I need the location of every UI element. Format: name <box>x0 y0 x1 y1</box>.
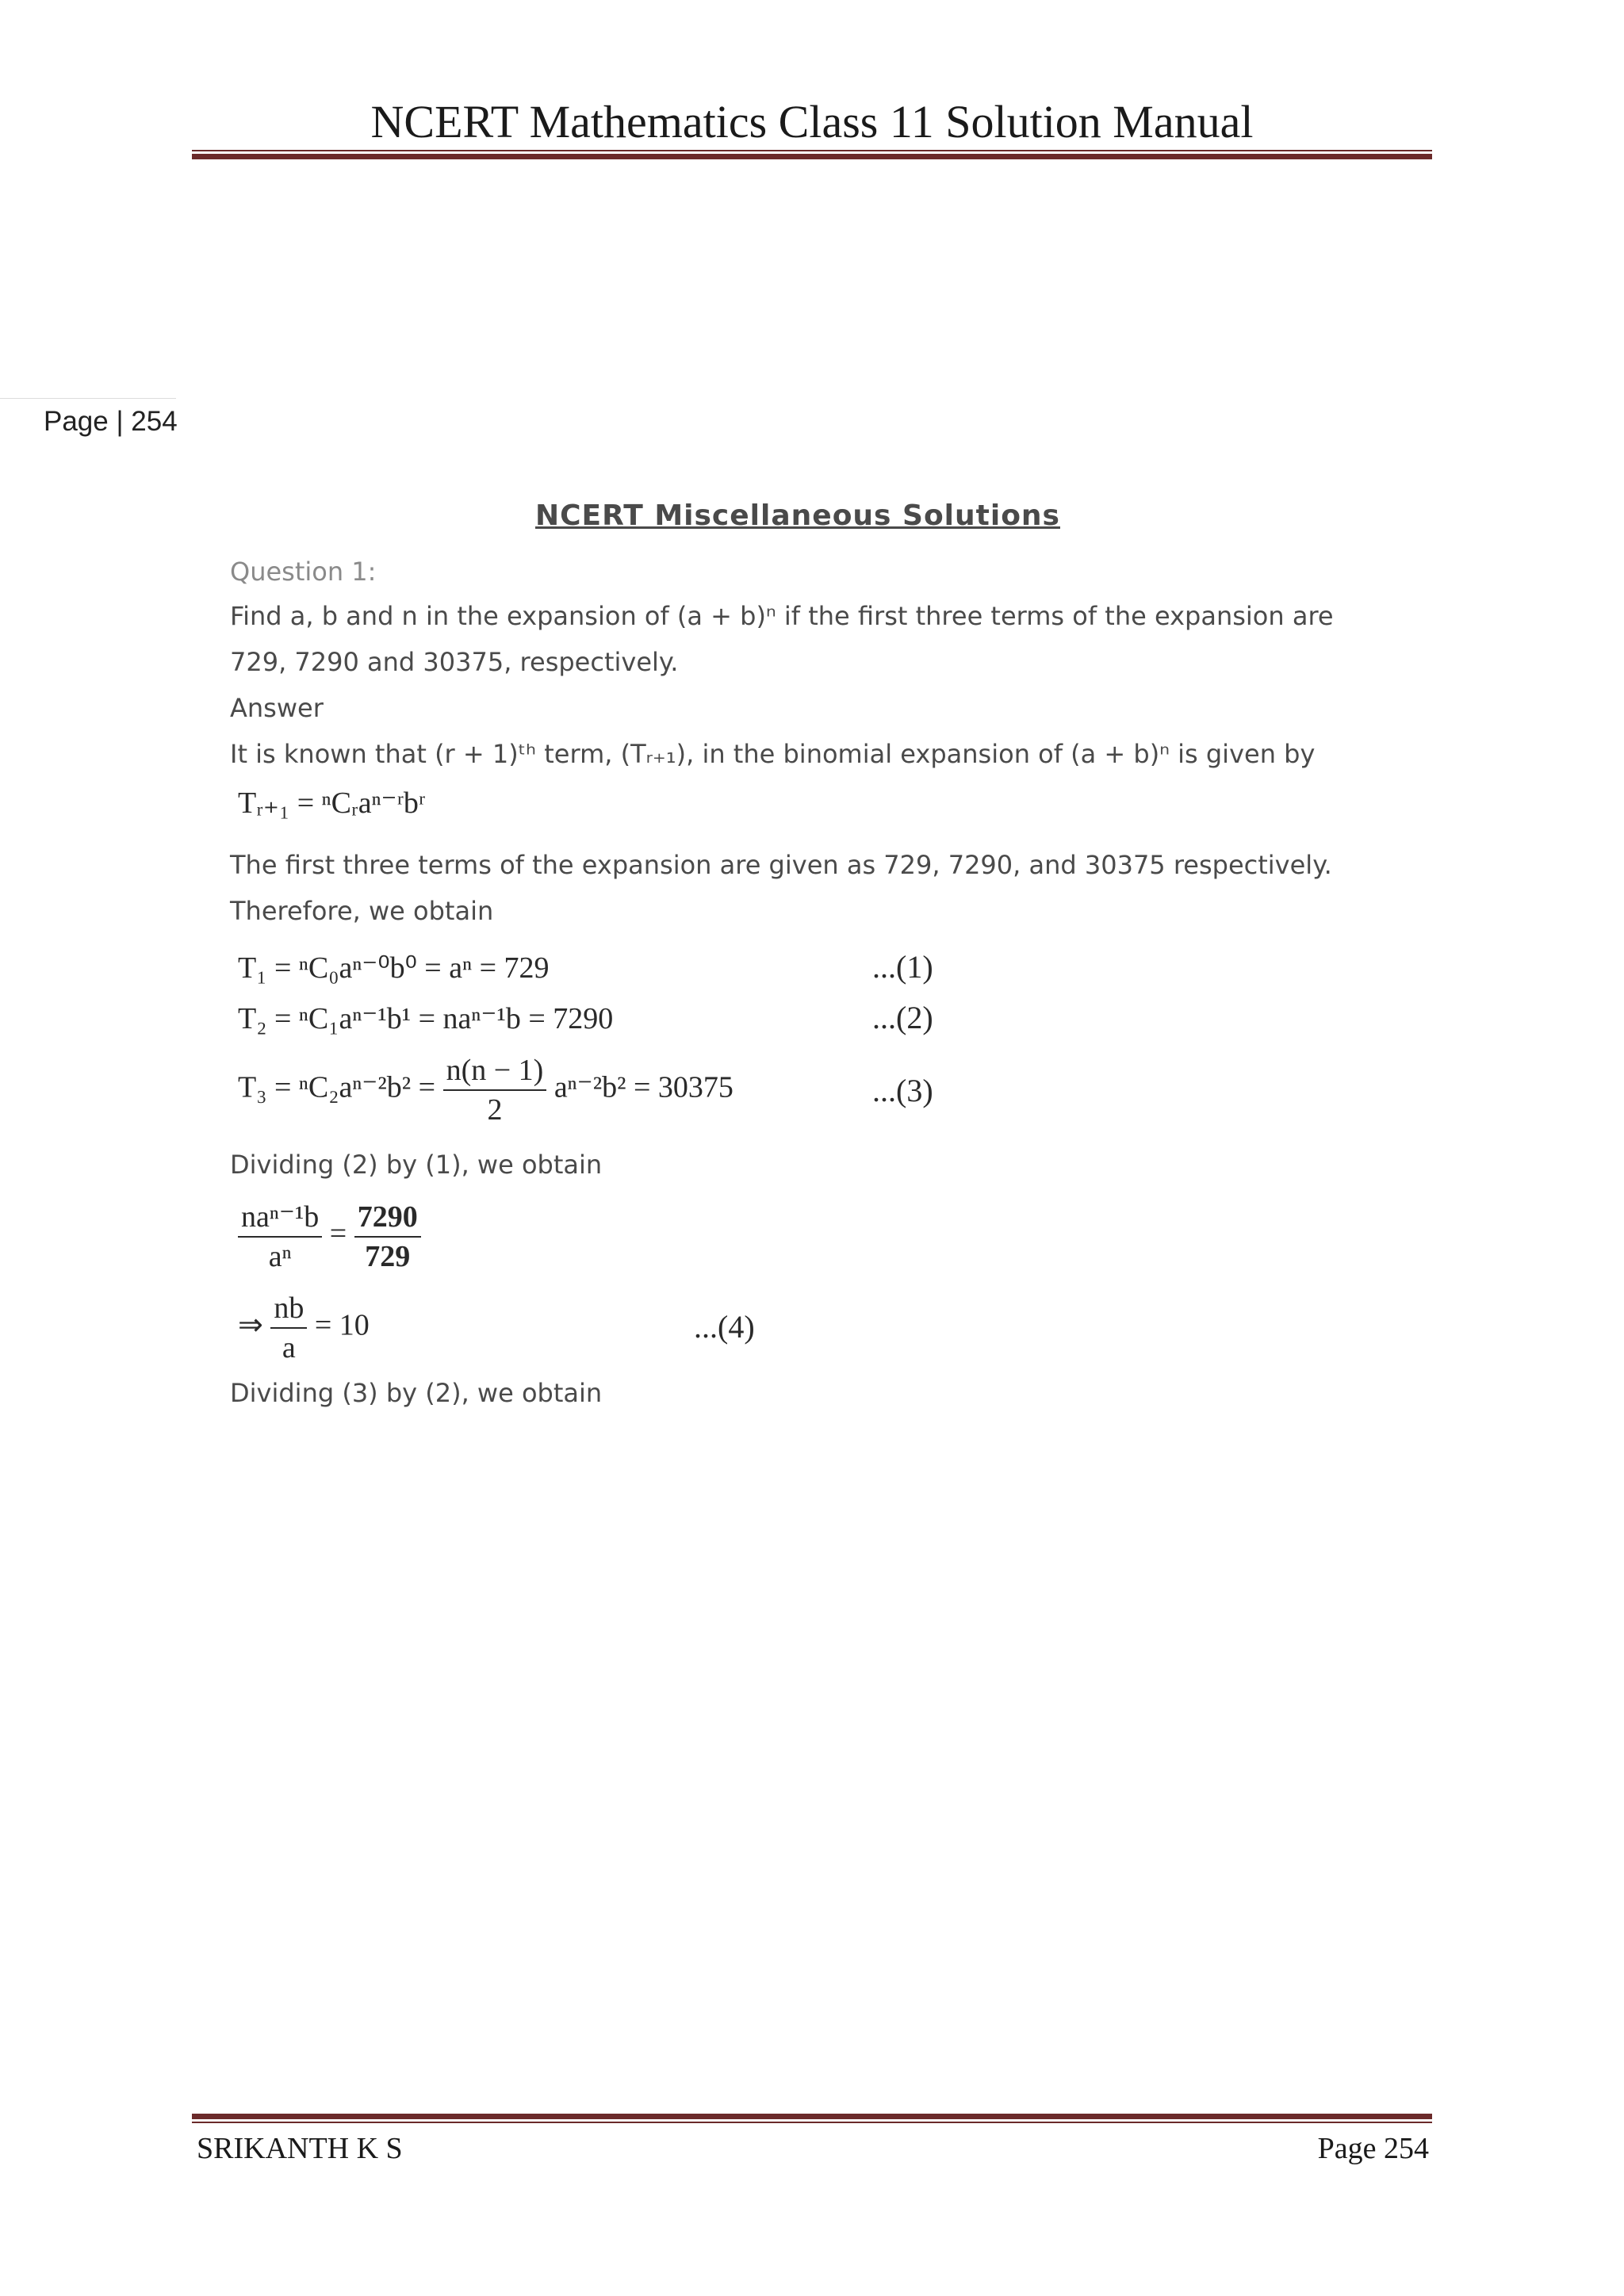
footer-rule-bottom <box>192 2122 1432 2123</box>
equation-4-fraction <box>270 1291 307 1365</box>
equation-3-left: T₃ = ⁿC₂aⁿ⁻²b² = <box>238 1070 436 1104</box>
ratio-left-denominator: aⁿ <box>268 1240 292 1273</box>
equation-3-fraction <box>443 1053 547 1127</box>
footer-author: SRIKANTH K S <box>197 2132 403 2165</box>
ratio-right-denominator: 729 <box>365 1239 411 1273</box>
therefore-line: Therefore, we obtain <box>230 896 494 926</box>
implies-arrow-icon: ⇒ <box>238 1308 263 1342</box>
first-three-terms-line: The first three terms of the expansion are given as 729, 7290, and 30375 respectively. <box>230 850 1332 880</box>
header-rule <box>192 154 1432 159</box>
page-header-title: NCERT Mathematics Class 11 Solution Manual <box>370 96 1254 147</box>
question-text-line-2: 729, 7290 and 30375, respectively. <box>230 647 679 677</box>
ratio-left-numerator: naⁿ⁻¹b <box>238 1199 322 1238</box>
equation-2-tag: ...(2) <box>872 1000 933 1035</box>
dividing-3-by-2-line: Dividing (3) by (2), we obtain <box>230 1378 603 1408</box>
section-title: NCERT Miscellaneous Solutions <box>535 499 1060 532</box>
side-label-divider <box>0 398 176 399</box>
equation-3-numerator: n(n − 1) <box>443 1053 547 1091</box>
header-rule-top <box>192 150 1432 151</box>
side-page-label: Page | 254 <box>44 406 178 437</box>
general-term-formula: Tᵣ₊₁ = ⁿCᵣaⁿ⁻ʳbʳ <box>238 786 426 820</box>
equation-3-tag: ...(3) <box>872 1073 933 1108</box>
dividing-2-by-1-line: Dividing (2) by (1), we obtain <box>230 1150 603 1180</box>
equation-4-right: = 10 <box>314 1308 370 1342</box>
question-title: Question 1: <box>230 557 377 587</box>
equation-1: T₁ = ⁿC₀aⁿ⁻⁰b⁰ = aⁿ = 729 <box>238 951 550 985</box>
equation-3 <box>238 1053 733 1127</box>
ratio-fraction-left <box>238 1199 322 1274</box>
equation-1-tag: ...(1) <box>872 949 933 985</box>
equation-3-denominator: 2 <box>487 1093 503 1127</box>
known-text-line: It is known that (r + 1)ᵗʰ term, (Tᵣ₊₁), in the binomial expansion of (a + b)ⁿ is given by <box>230 739 1316 769</box>
equation-4-tag: ...(4) <box>694 1309 755 1345</box>
equation-3-right: aⁿ⁻²b² = 30375 <box>553 1070 733 1104</box>
footer-rule <box>192 2114 1432 2119</box>
ratio-equation <box>238 1199 421 1274</box>
equation-2: T₂ = ⁿC₁aⁿ⁻¹b¹ = naⁿ⁻¹b = 7290 <box>238 1002 614 1035</box>
equation-4-numerator: nb <box>270 1291 307 1329</box>
question-text-line-1: Find a, b and n in the expansion of (a + b)ⁿ if the first three terms of the expansion are <box>230 601 1334 631</box>
ratio-right-numerator: 7290 <box>354 1200 421 1238</box>
equation-4 <box>238 1291 370 1365</box>
ratio-fraction-right <box>354 1200 421 1274</box>
footer-page-number: Page 254 <box>1317 2132 1429 2165</box>
equation-4-denominator: a <box>282 1331 296 1364</box>
answer-label: Answer <box>230 693 324 723</box>
equals-sign: = <box>329 1217 347 1251</box>
